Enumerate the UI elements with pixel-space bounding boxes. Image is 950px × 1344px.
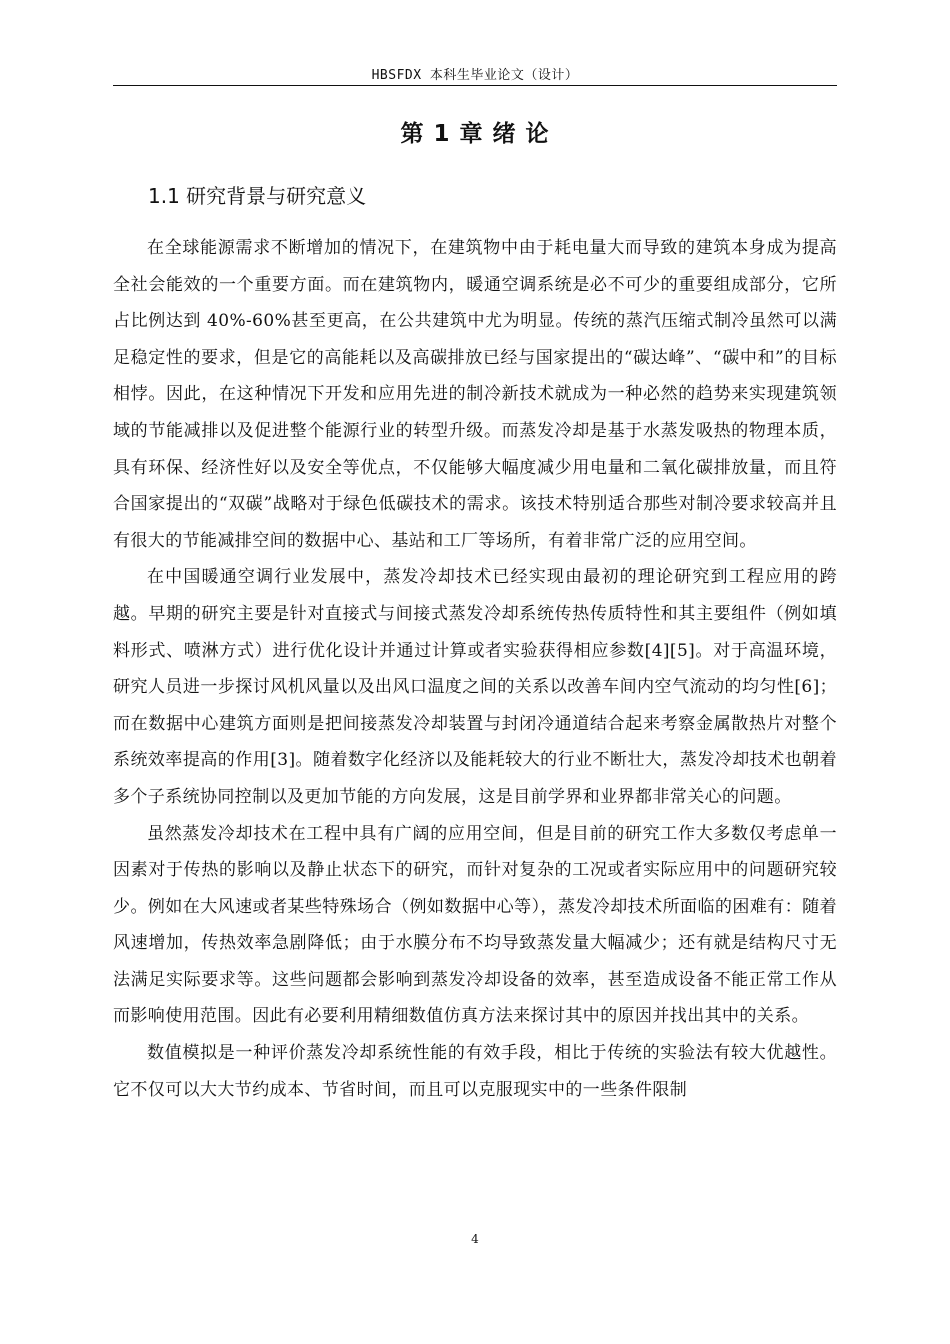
paragraph: 虽然蒸发冷却技术在工程中具有广阔的应用空间，但是目前的研究工作大多数仅考虑单一因素对于传热的影响以及静止状态下的研究，而针对复杂的工况或者实际应用中的问题研究较少。例如在大风速或者某些特殊场合（例如数据中心等），蒸发冷却技术所面临的困难有：随着风速增加，传热效率急剧降低；由于水膜分布不均导致蒸发量大幅减少；还有就是结构尺寸无法满足实际要求等。这些问题都会影响到蒸发冷却设备的效率，甚至造成设备不能正常工作从而影响使用范围。因此有必要利用精细数值仿真方法来探讨其中的原因并找出其中的关系。: [113, 823, 837, 1027]
paragraph: 在全球能源需求不断增加的情况下，在建筑物中由于耗电量大而导致的建筑本身成为提高全社会能效的一个重要方面。而在建筑物内，暖通空调系统是必不可少的重要组成部分，它所占比例达到 40%-60%甚至更高，在公共建筑中尤为明显。传统的蒸汽压缩式制冷虽然可以满足稳定性的要求，但是它的高能耗以及高碳排放已经与国家提出的“碳达峰”、“碳中和”的目标相悖。因此，在这种情况下开发和应用先进的制冷新技术就成为一种必然的趋势来实现建筑领域的节能减排以及促进整个能源行业的转型升级。而蒸发冷却是基于水蒸发吸热的物理本质，具有环保、经济性好以及安全等优点，不仅能够大幅度减少用电量和二氧化碳排放量，而且符合国家提出的“双碳”战略对于绿色低碳技术的需求。该技术特别适合那些对制冷要求较高并且有很大的节能减排空间的数据中心、基站和工厂等场所，有着非常广泛的应用空间。: [113, 238, 837, 551]
chapter-title: 第 1 章 绪 论: [400, 121, 550, 147]
header-rule: [113, 85, 837, 86]
page-number: 4: [471, 1232, 479, 1246]
running-header: HBSFDX 本科生毕业论文（设计）: [371, 68, 579, 83]
body-text: [113, 230, 837, 1108]
paragraph: 数值模拟是一种评价蒸发冷却系统性能的有效手段，相比于传统的实验法有较大优越性。它不仅可以大大节约成本、节省时间，而且可以克服现实中的一些条件限制: [113, 1043, 837, 1100]
paragraph: 在中国暖通空调行业发展中，蒸发冷却技术已经实现由最初的理论研究到工程应用的跨越。早期的研究主要是针对直接式与间接式蒸发冷却系统传热传质特性和其主要组件（例如填料形式、喷淋方式）进行优化设计并通过计算或者实验获得相应参数[4][5]。对于高温环境，研究人员进一步探讨风机风量以及出风口温度之间的关系以改善车间内空气流动的均匀性[6]；而在数据中心建筑方面则是把间接蒸发冷却装置与封闭冷通道结合起来考察金属散热片对整个系统效率提高的作用[3]。随着数字化经济以及能耗较大的行业不断壮大，蒸发冷却技术也朝着多个子系统协同控制以及更加节能的方向发展，这是目前学界和业界都非常关心的问题。: [113, 567, 837, 807]
section-title: 1.1 研究背景与研究意义: [148, 184, 367, 208]
